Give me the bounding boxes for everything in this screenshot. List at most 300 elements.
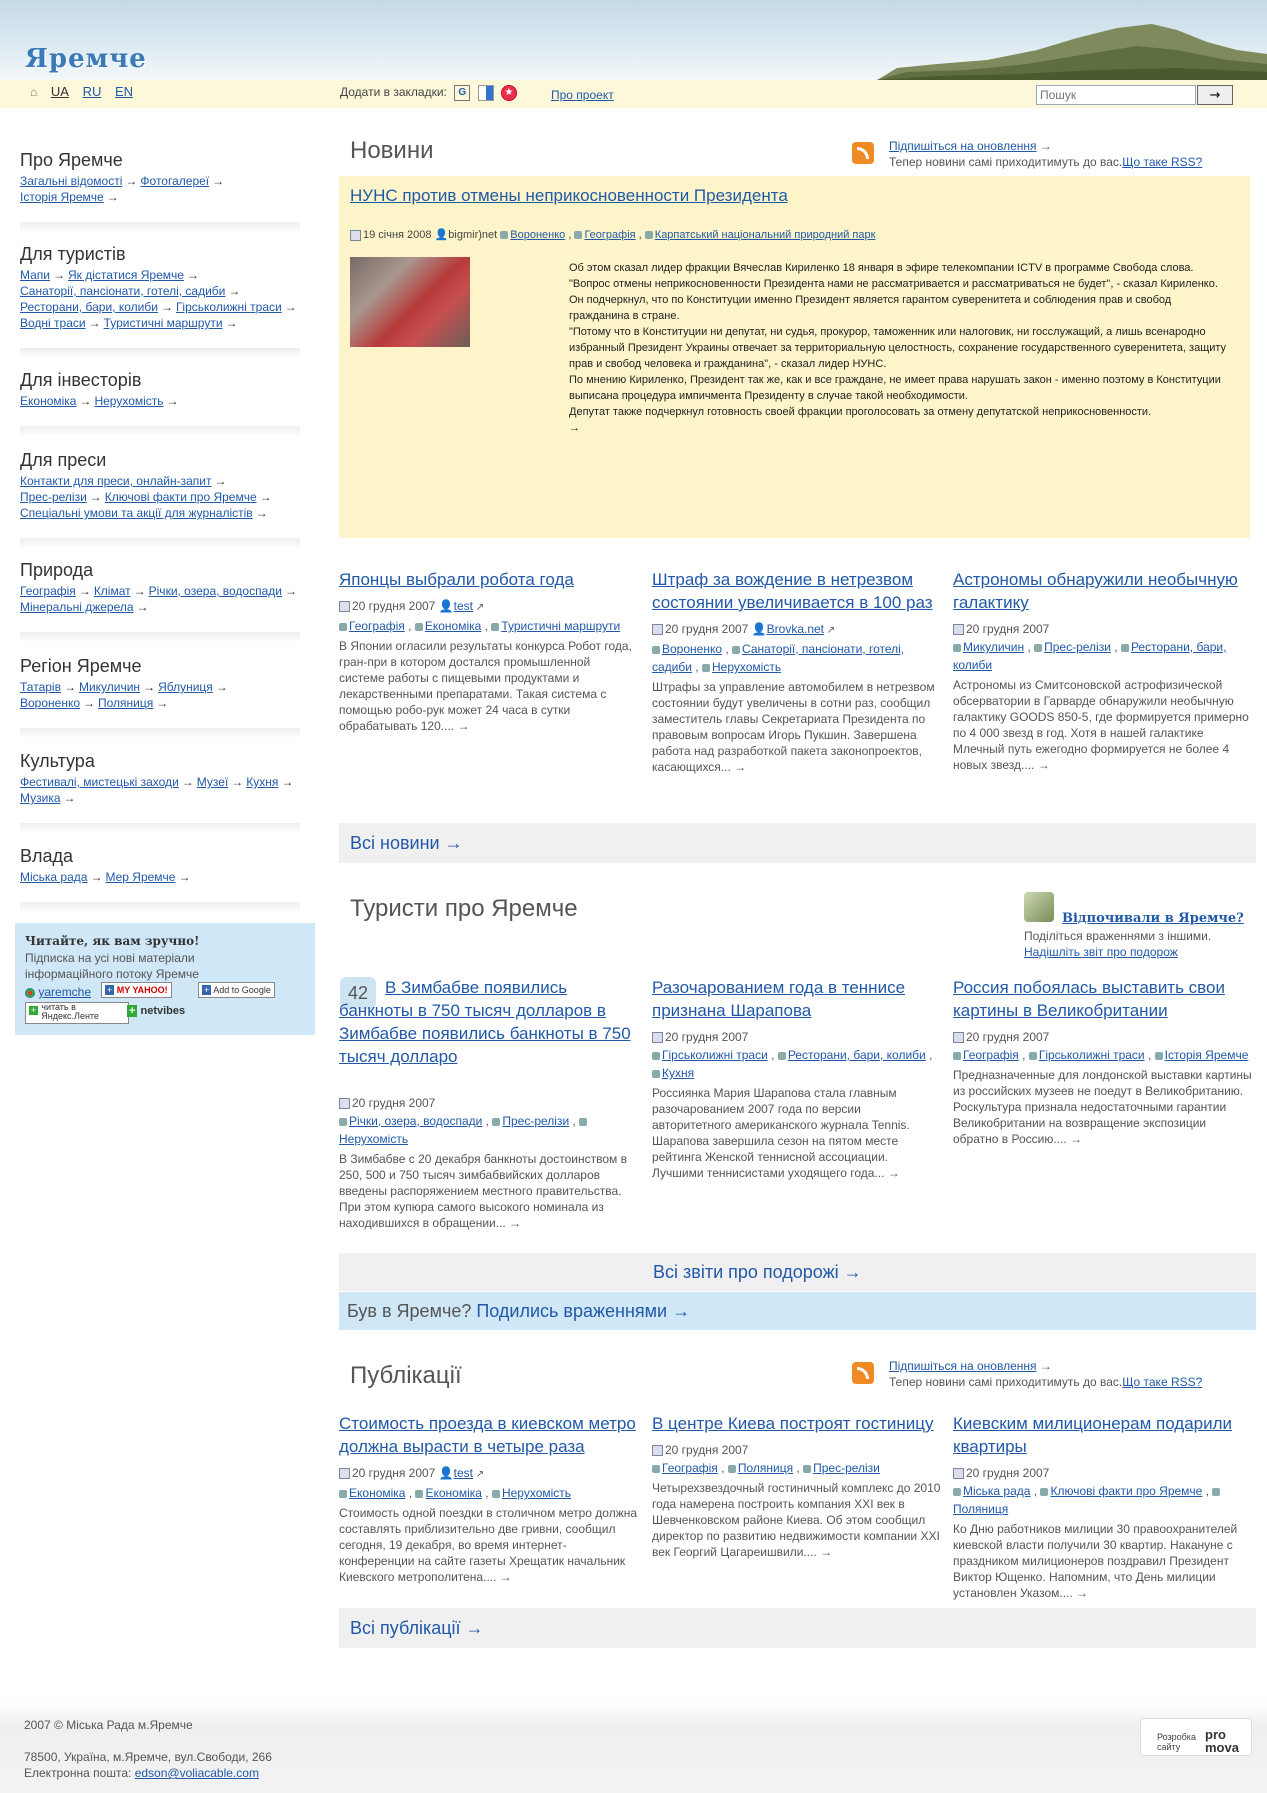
plus-icon: + (31, 1005, 37, 1015)
user-icon: 👤 (434, 229, 449, 241)
developer-badge[interactable] (1140, 1718, 1252, 1756)
all-reports-band (339, 1253, 1256, 1291)
item-date: 20 грудня 2007 (966, 1030, 1050, 1044)
user-icon: 👤 (435, 599, 454, 613)
developer-brand: pro mova (1205, 1727, 1239, 1755)
search-button[interactable]: → (1197, 85, 1233, 105)
arrow-icon: → (89, 490, 102, 504)
arrow-icon: → (53, 268, 66, 282)
news-item (953, 976, 1253, 1147)
sidebar-link[interactable]: Річки, озера, водоспади (148, 584, 282, 598)
sidebar-link-row (20, 173, 320, 189)
featured-photo[interactable] (350, 257, 470, 347)
tag-icon (339, 623, 347, 631)
plus-icon: + (204, 985, 210, 995)
calendar-icon (953, 1032, 964, 1043)
sidebar-link[interactable]: Нерухомість (94, 394, 164, 408)
tag-icon (415, 623, 423, 631)
arrow-icon: → (284, 300, 297, 314)
arrow-icon: → (181, 775, 194, 789)
featured-body: Об этом сказал лидер фракции Вячеслав Кириленко 18 января в эфире телекомпании ICTV в программе Свобода слова. "Вопрос отмены неприкосновенности Президента нами не рассматривается и рассматриваться не будет", - сказал Кириленко. Он подчеркнул, что по Конституции именно Президент является гарантом суверенитета и соблюдения прав и свобод гражданина в стране. "Потому что в Конституции ни депутат, ни судья, прокурор, таможенник или налоговик, ни госслужащий, а лишь всенародно избранный Президент Украины отвечает за территориальную целостность, сохранение государственного суверенитета, защиту прав и свобод человека и гражданина", - сказал лидер НУНС. По мнению Кириленко, Президент так же, как и все граждане, не имеет права нарушать закон - именно поэтому в Конституции выписана процедура импичмента Президенту в случае такой необходимости. Депутат также подчеркнул готовность своей фракции проголосовать за отмену депутатской неприкосновенности. → (569, 260, 1229, 436)
item-meta: 20 грудня 2007 👤test ↗ Економіка , Економіка , Нерухомість (339, 1464, 641, 1502)
rss-yaremche-link[interactable]: yaremche (25, 985, 91, 999)
sidebar-link[interactable]: Яблуниця (158, 680, 213, 694)
all-publications-band (339, 1608, 1256, 1648)
tag-icon (500, 231, 508, 239)
item-excerpt: Штрафы за управление автомобилем в нетрезвом состоянии будут увеличены в сотни раз, сообщил заместитель главы Секретариата Президента по правовым вопросам Игорь Пукшин. Завершена работа над разработкой пакета законопроектов, касающихся... → (652, 680, 935, 774)
calendar-icon (339, 1468, 350, 1479)
divider (20, 902, 300, 912)
sidebar-link[interactable]: Поляниця (98, 696, 154, 710)
rss-feed-icon (25, 988, 35, 998)
sidebar-link[interactable]: Кухня (246, 775, 279, 789)
item-excerpt: Ко Дню работников милиции 30 правоохранителей киевской власти получили 30 квартир. Накануне с праздником милиционеров поздравил Президент Виктор Ющенко. Напомним, что День милиции установлен Указом.... → (953, 1522, 1238, 1600)
sidebar-link[interactable]: Прес-релізи (20, 490, 87, 504)
item-title[interactable]: Японцы выбрали робота года (339, 570, 574, 589)
sidebar-link-row (20, 599, 320, 615)
item-tag[interactable]: Нерухомість (501, 1486, 572, 1500)
share-link[interactable]: Подились враженнями → (476, 1301, 691, 1321)
sidebar-section-title[interactable]: Для преси (20, 450, 107, 470)
item-meta: 20 грудня 2007 Микуличин , Прес-релізи , Ресторани, бари, колиби (953, 622, 1227, 672)
sidebar-section-title[interactable]: Влада (20, 846, 74, 866)
tag-icon (953, 1488, 961, 1496)
item-title[interactable]: Киевским милиционерам подарили квартиры (953, 1414, 1233, 1456)
calendar-icon (953, 1468, 964, 1479)
item-excerpt: В Японии огласили результаты конкурса Робот года, гран-при в котором достался промышленной системе работы с пищевыми продуктами и лекарственными препаратами. Такая система с помощью робо-рук может 24 часа в сутки обрабатывать 120.... → (339, 639, 632, 733)
tag-icon (803, 1465, 811, 1473)
arrow-icon: → (214, 474, 227, 488)
sidebar-links (20, 473, 320, 521)
calendar-icon (652, 624, 663, 635)
sidebar-link[interactable]: Ресторани, бари, колиби (20, 300, 158, 314)
item-meta: 20 грудня 2007 Річки, озера, водоспади , Прес-релізи , Нерухомість (339, 1094, 641, 1148)
lang-ru[interactable]: RU (82, 84, 102, 99)
item-tag[interactable]: Ресторани, бари, колиби (953, 640, 1227, 672)
item-tag[interactable]: Поляниця (953, 1502, 1009, 1516)
item-tag[interactable]: Ключові факти про Яремче (1050, 1484, 1203, 1498)
sidebar-section-title[interactable]: Для туристів (20, 244, 126, 264)
item-date: 20 грудня 2007 (352, 1096, 436, 1110)
item-excerpt: Четырехзвездочный гостиничный комплекс до 2010 года намерена построить компания XXI век в Шевченковском районе Киева. Об этом сообщил директор по развитию недвижимости компании XXI век Георгий Цагареишвили.... → (652, 1481, 941, 1559)
arrow-icon: → (88, 316, 101, 330)
plus-icon: + (107, 985, 113, 995)
featured-news (339, 176, 1250, 538)
all-news-band (339, 823, 1256, 863)
developer-label: Розробка сайту (1157, 1732, 1196, 1752)
sidebar-link[interactable]: Контакти для преси, онлайн-запит (20, 474, 212, 488)
external-link-icon: ↗ (472, 602, 485, 613)
sidebar-link[interactable]: Як дістатися Яремче (68, 268, 184, 282)
divider (20, 632, 300, 642)
delicious-bookmark-icon[interactable] (478, 85, 494, 101)
item-tag[interactable]: Нерухомість (339, 1132, 409, 1146)
item-date: 20 грудня 2007 (966, 1466, 1050, 1480)
item-tag[interactable]: Микуличин (963, 640, 1025, 654)
news-rss-box: Підпишіться на оновлення → Тепер новини самі приходитимуть до вас.Що таке RSS? (889, 139, 1203, 169)
item-tag[interactable]: Прес-релізи (502, 1114, 570, 1128)
item-meta: 20 грудня 2007 👤test ↗ Географія , Економіка , Туристичні маршрути (339, 597, 639, 635)
featured-title[interactable]: НУНС против отмены неприкосновенности Президента (350, 186, 788, 205)
news-item (339, 568, 639, 734)
sidebar-link[interactable]: Музеї (196, 775, 229, 789)
share-text: Був в Яремче? Подились враженнями → (347, 1301, 691, 1321)
sidebar-link-row (20, 473, 320, 489)
site-logo[interactable]: Яремче (25, 44, 147, 74)
calendar-icon (652, 1445, 663, 1456)
sidebar-link-row (20, 869, 320, 885)
arrow-icon: → (136, 600, 149, 614)
arrow-icon: → (78, 584, 91, 598)
sidebar-section (20, 751, 320, 806)
calendar-icon (350, 230, 361, 241)
item-date: 20 грудня 2007 (966, 622, 1050, 636)
sidebar-link-row (20, 790, 320, 806)
arrow-icon: → (178, 870, 191, 884)
lang-en[interactable]: EN (114, 84, 134, 99)
all-news-link[interactable]: Всі новини → (350, 833, 463, 853)
arrow-icon: → (156, 696, 169, 710)
sidebar-link[interactable]: Фотогалереї (140, 174, 210, 188)
footer-copyright: 2007 © Міська Рада м.Яремче (24, 1718, 193, 1732)
arrow-icon: → (215, 680, 228, 694)
sidebar-link[interactable]: Водні траси (20, 316, 86, 330)
item-tag[interactable]: Географія (662, 1461, 718, 1475)
tag-icon (492, 1118, 500, 1126)
sidebar-section (20, 560, 320, 615)
sidebar-link[interactable]: Мапи (20, 268, 51, 282)
publications-section-title: Публікації (350, 1362, 462, 1389)
footer-address: 78500, Україна, м.Яремче, вул.Свободи, 266 (24, 1750, 272, 1764)
tag-icon (702, 664, 710, 672)
arrow-icon: → (63, 791, 76, 805)
item-tag[interactable]: Міська рада (963, 1484, 1031, 1498)
road-icon (1024, 892, 1054, 922)
item-title[interactable]: Астрономы обнаружили необычную галактику (953, 570, 1238, 612)
sidebar-link[interactable]: Санаторії, пансіонати, готелі, садиби (20, 284, 226, 298)
sidebar-link[interactable]: Туристичні маршрути (103, 316, 223, 330)
sidebar-link[interactable]: Географія (20, 584, 76, 598)
tag-icon (1034, 644, 1042, 652)
tag-icon (728, 1465, 736, 1473)
header (0, 0, 1267, 80)
item-tag[interactable]: Гірськолижні траси (662, 1048, 768, 1062)
sidebar-links (20, 267, 320, 331)
arrow-icon: → (133, 584, 146, 598)
divider (20, 823, 300, 833)
sidebar-link-row (20, 695, 320, 711)
sidebar-section-title[interactable]: Регіон Яремче (20, 656, 142, 676)
item-tag[interactable]: Прес-релізи (1044, 640, 1111, 654)
sidebar-link[interactable]: Клімат (93, 584, 131, 598)
news-item (652, 1412, 944, 1560)
rss-what-link[interactable]: Що таке RSS? (1122, 1375, 1203, 1389)
read-more-arrow[interactable]: → (569, 422, 580, 434)
item-tag[interactable]: Поляниця (737, 1461, 794, 1475)
arrow-icon: → (212, 174, 225, 188)
rss-icon[interactable] (852, 142, 874, 164)
item-tag[interactable]: Економіка (424, 619, 482, 633)
item-title[interactable]: В Зимбабве появились банкноты в 750 тысяч долларов в Зимбабве появились банкноты в 750 тысяч долларо (339, 978, 631, 1066)
item-date: 20 грудня 2007 (665, 1030, 749, 1044)
item-date: 20 грудня 2007 (665, 1443, 749, 1457)
subscribe-box (15, 923, 315, 1035)
arrow-icon: → (225, 316, 238, 330)
arrow-icon: → (281, 775, 294, 789)
item-meta: 20 грудня 2007 Географія , Гірськолижні траси , Історія Яремче (953, 1028, 1253, 1064)
rss-subscribe-link[interactable]: Підпишіться на оновлення (889, 139, 1037, 153)
favorites-bookmark-icon[interactable]: ★ (501, 85, 517, 101)
divider (20, 538, 300, 548)
sidebar-section-title[interactable]: Природа (20, 560, 94, 580)
tag-icon (652, 1052, 660, 1060)
sidebar-section (20, 656, 320, 711)
item-excerpt: Россиянка Мария Шарапова стала главным разочарованием 2007 года по версии авторитетного американского журнала Tennis. Шарапова завершила сезон на пятом месте рейтинга Женской теннисной ассоциации. Лучшими теннисистами уходящего года... → (652, 1086, 910, 1180)
sidebar-link[interactable]: Загальні відомості (20, 174, 123, 188)
tag-icon (579, 1118, 587, 1126)
item-title[interactable]: Россия побоялась выставить свои картины в Великобритании (953, 978, 1225, 1020)
sidebar-links (20, 679, 320, 711)
sidebar-link[interactable]: Татарів (20, 680, 61, 694)
sidebar-section (20, 370, 320, 409)
sidebar-link[interactable]: Гірськолижні траси (175, 300, 282, 314)
home-icon[interactable]: ⌂ (30, 85, 38, 99)
item-date: 20 грудня 2007 (352, 599, 436, 613)
item-title[interactable]: Штраф за вождение в нетрезвом состоянии увеличивается в 100 раз (652, 570, 933, 612)
footer-email-line: Електронна пошта: edson@voliacable.com (24, 1766, 259, 1780)
item-title[interactable]: Разочарованием года в теннисе признана Шарапова (652, 978, 906, 1020)
add-to-yandex-button[interactable]: + читать в Яндекс.Ленте (25, 1002, 129, 1024)
item-meta: 20 грудня 2007 Міська рада , Ключові факти про Яремче , Поляниця (953, 1464, 1256, 1518)
sidebar-section (20, 450, 320, 521)
tag-icon (339, 1118, 347, 1126)
tag-icon (1029, 1052, 1037, 1060)
item-excerpt: Предназначенные для лондонской выставки картины из российских музеев не поедут в Великобританию. Роскультура признала недостаточными гарантии Великобритании на возвращение экспозиции обратно в Россию.... → (953, 1068, 1252, 1146)
sidebar-link-row (20, 267, 320, 283)
sidebar-link-row (20, 189, 320, 205)
sidebar-link-row (20, 583, 320, 599)
calendar-icon (339, 1098, 350, 1109)
tag-icon (1155, 1052, 1163, 1060)
sidebar-link[interactable]: Мінеральні джерела (20, 600, 134, 614)
arrow-icon: → (231, 775, 244, 789)
item-meta: 20 грудня 2007 Географія , Поляниця , Прес-релізи (652, 1441, 944, 1477)
arrow-icon: → (63, 680, 76, 694)
user-icon: 👤 (748, 622, 767, 636)
rss-text: Тепер новини самі приходитимуть до вас. (889, 155, 1123, 169)
tag-icon (1040, 1488, 1048, 1496)
rss-what-link[interactable]: Що таке RSS? (1122, 155, 1203, 169)
arrow-icon: → (83, 696, 96, 710)
sidebar-links (20, 583, 320, 615)
tag-icon (652, 1465, 660, 1473)
sidebar-link[interactable]: Вороненко (20, 696, 81, 710)
tag-icon (953, 644, 961, 652)
footer-email-link[interactable]: edson@voliacable.com (134, 1766, 259, 1780)
tag-icon (1121, 644, 1129, 652)
arrow-icon: → (143, 680, 156, 694)
sidebar-link[interactable]: Міська рада (20, 870, 88, 884)
add-to-myyahoo-button[interactable]: + MY YAHOO! (101, 982, 172, 998)
sidebar-links (20, 393, 320, 409)
sidebar-link-row (20, 505, 320, 521)
item-meta: 20 грудня 2007 👤Brovka.net ↗ Вороненко , Санаторії, пансіонати, готелі, садиби , Нерухомість (652, 622, 905, 674)
sidebar-link[interactable]: Микуличин (78, 680, 141, 694)
tag-icon (415, 1490, 423, 1498)
tag-icon (492, 1490, 500, 1498)
sidebar-link-row (20, 679, 320, 695)
arrow-icon: → (106, 190, 119, 204)
add-to-netvibes-button[interactable]: + netvibes (129, 1005, 186, 1017)
item-excerpt: В Зимбабве с 20 декабря банкноты достоинством в 250, 500 и 750 тысяч зимбабвийских долларов введены распоряжением местного правительства. При этом купюра самого высокого номинала из находившихся в обращении... → (339, 1152, 627, 1230)
news-item (953, 1412, 1256, 1601)
tag-icon (339, 1490, 347, 1498)
item-tag[interactable]: Прес-релізи (813, 1461, 880, 1475)
sidebar-link-row (20, 393, 320, 409)
item-tag[interactable]: Історія Яремче (1164, 1048, 1249, 1062)
item-date: 20 грудня 2007 (352, 1466, 436, 1480)
lang-ua[interactable]: UA (50, 84, 69, 99)
sidebar-section-title[interactable]: Про Яремче (20, 150, 123, 170)
sidebar-link-row (20, 774, 320, 790)
tag-icon (953, 1052, 961, 1060)
item-meta: 20 грудня 2007 Гірськолижні траси , Ресторани, бари, колиби , Кухня (652, 1028, 942, 1082)
all-reports-link[interactable]: Всі звіти про подорожі → (653, 1262, 862, 1282)
all-publications-link[interactable]: Всі публікації → (350, 1618, 484, 1638)
sidebar-section (20, 150, 320, 205)
arrow-icon: → (79, 394, 92, 408)
tourists-section-title: Туристи про Яремче (350, 895, 578, 922)
external-link-icon: ↗ (472, 1469, 485, 1480)
rss-icon[interactable] (852, 1362, 874, 1384)
divider (20, 426, 300, 436)
travel-promo-text: Поділіться враженнями з іншими. Надішліть звіт про подорож (1024, 929, 1212, 959)
sidebar-link-row (20, 315, 320, 331)
tag-icon (778, 1052, 786, 1060)
about-project-link[interactable]: Про проект (551, 88, 614, 102)
sidebar-link[interactable]: Мер Яремче (105, 870, 176, 884)
rss-subscribe-link[interactable]: Підпишіться на оновлення (889, 1359, 1037, 1373)
subscribe-title: Читайте, як вам зручно! (25, 934, 200, 948)
tag-icon (1212, 1488, 1220, 1496)
sidebar-links (20, 173, 320, 205)
travel-promo-link[interactable]: Відпочивали в Яремче? (1062, 911, 1244, 926)
arrow-icon: → (166, 394, 179, 408)
item-excerpt: Стоимость одной поездки в столичном метро должна составлять приблизительно две гривни, сообщил сегодня, 19 декабря, во время интернет-конференции на сайте газеты Хрещатик начальник Киевского метрополитена.... → (339, 1506, 638, 1584)
calendar-icon (953, 624, 964, 635)
bookmarks-label: Додати в закладки: (340, 85, 447, 100)
tag-icon (491, 623, 499, 631)
sidebar-link[interactable]: Музика (20, 791, 61, 805)
item-tag[interactable]: Вороненко (662, 642, 723, 656)
google-bookmark-icon[interactable]: G (454, 85, 470, 101)
calendar-icon (652, 1032, 663, 1043)
news-item (652, 568, 937, 775)
news-section-title: Новини (350, 137, 434, 164)
featured-meta: 19 січня 2008 👤bigmir)net Вороненко , Географія , Карпатський національний природний парк (350, 228, 875, 241)
rss-text: Тепер новини самі приходитимуть до вас. (889, 1375, 1123, 1389)
comments-count-badge[interactable]: 42 (340, 977, 376, 1009)
tag-icon (574, 231, 582, 239)
add-to-google-button[interactable]: + Add to Google (198, 982, 275, 998)
sidebar-link-row (20, 283, 320, 299)
arrow-icon: → (160, 300, 173, 314)
item-author[interactable]: Brovka.net (766, 622, 825, 636)
share-band (339, 1292, 1256, 1330)
arrow-icon: → (90, 870, 103, 884)
sidebar-link[interactable]: Історія Яремче (20, 190, 104, 204)
language-switcher (30, 84, 143, 99)
arrow-icon: → (125, 174, 138, 188)
item-title[interactable]: В центре Киева построят гостиницу (652, 1414, 934, 1433)
sidebar-link[interactable]: Фестивалі, мистецькі заходи (20, 775, 179, 789)
news-item (339, 1412, 641, 1585)
item-author[interactable]: test (453, 599, 473, 613)
publications-rss-box: Підпишіться на оновлення → Тепер новини самі приходитимуть до вас.Що таке RSS? (889, 1359, 1203, 1389)
item-tag[interactable]: Річки, озера, водоспади (349, 1114, 483, 1128)
item-excerpt: Астрономы из Смитсоновской астрофизической обсерватории в Гарварде обнаружили необычную галактику GOODS 850-5, где формируется примерно по 4 000 звезд в год. Хотя в нашей галактике Млечный путь ежегодно формируется не более 4 новых звезд.... → (953, 678, 1249, 772)
sidebar-links (20, 774, 320, 806)
item-date: 20 грудня 2007 (665, 622, 749, 636)
news-item (652, 976, 942, 1181)
tag-icon (732, 646, 740, 654)
item-author[interactable]: test (453, 1466, 473, 1480)
item-tag[interactable]: Економіка (425, 1486, 482, 1500)
sidebar-section-title[interactable]: Культура (20, 751, 95, 771)
item-tag[interactable]: Санаторії, пансіонати, готелі, садиби (652, 642, 905, 674)
sidebar-link[interactable]: Економіка (20, 394, 77, 408)
plus-icon: + (129, 1005, 136, 1017)
subscribe-text: Підписка на усі нові матеріали інформаційного потоку Яремче (25, 951, 199, 981)
item-tag[interactable]: Економіка (349, 1486, 406, 1500)
item-tag[interactable]: Географія (349, 619, 405, 633)
news-item (339, 976, 641, 1231)
item-tag[interactable]: Ресторани, бари, колиби (787, 1048, 926, 1062)
item-title[interactable]: Стоимость проезда в киевском метро должна вырасти в четыре раза (339, 1414, 636, 1456)
sidebar-link[interactable]: Спеціальні умови та акції для журналістів (20, 506, 253, 520)
news-item (953, 568, 1256, 773)
sidebar-section-title[interactable]: Для інвесторів (20, 370, 142, 390)
item-tag[interactable]: Туристичні маршрути (501, 619, 621, 633)
item-tag[interactable]: Географія (963, 1048, 1019, 1062)
external-link-icon: ↗ (824, 625, 836, 636)
divider (20, 728, 300, 738)
divider (20, 348, 300, 358)
arrow-icon: → (284, 584, 297, 598)
sidebar-section (20, 846, 320, 885)
item-tag[interactable]: Нерухомість (711, 660, 782, 674)
divider (20, 222, 300, 232)
user-icon: 👤 (435, 1466, 454, 1480)
bookmarks (340, 85, 517, 101)
tag-icon (652, 1070, 660, 1078)
arrow-icon: → (255, 506, 268, 520)
tag-icon (652, 646, 660, 654)
send-report-link[interactable]: Надішліть звіт про подорож (1024, 945, 1178, 959)
sidebar-link[interactable]: Ключові факти про Яремче (104, 490, 257, 504)
sidebar-section (20, 244, 320, 331)
sidebar-links (20, 869, 320, 885)
item-tag[interactable]: Гірськолижні траси (1038, 1048, 1145, 1062)
arrow-icon: → (259, 490, 272, 504)
sidebar-link-row (20, 299, 320, 315)
arrow-icon: → (228, 284, 241, 298)
arrow-icon: → (186, 268, 199, 282)
calendar-icon (339, 601, 350, 612)
item-tag[interactable]: Кухня (662, 1066, 695, 1080)
search-input[interactable] (1036, 85, 1196, 105)
mountain-illustration (877, 20, 1267, 80)
